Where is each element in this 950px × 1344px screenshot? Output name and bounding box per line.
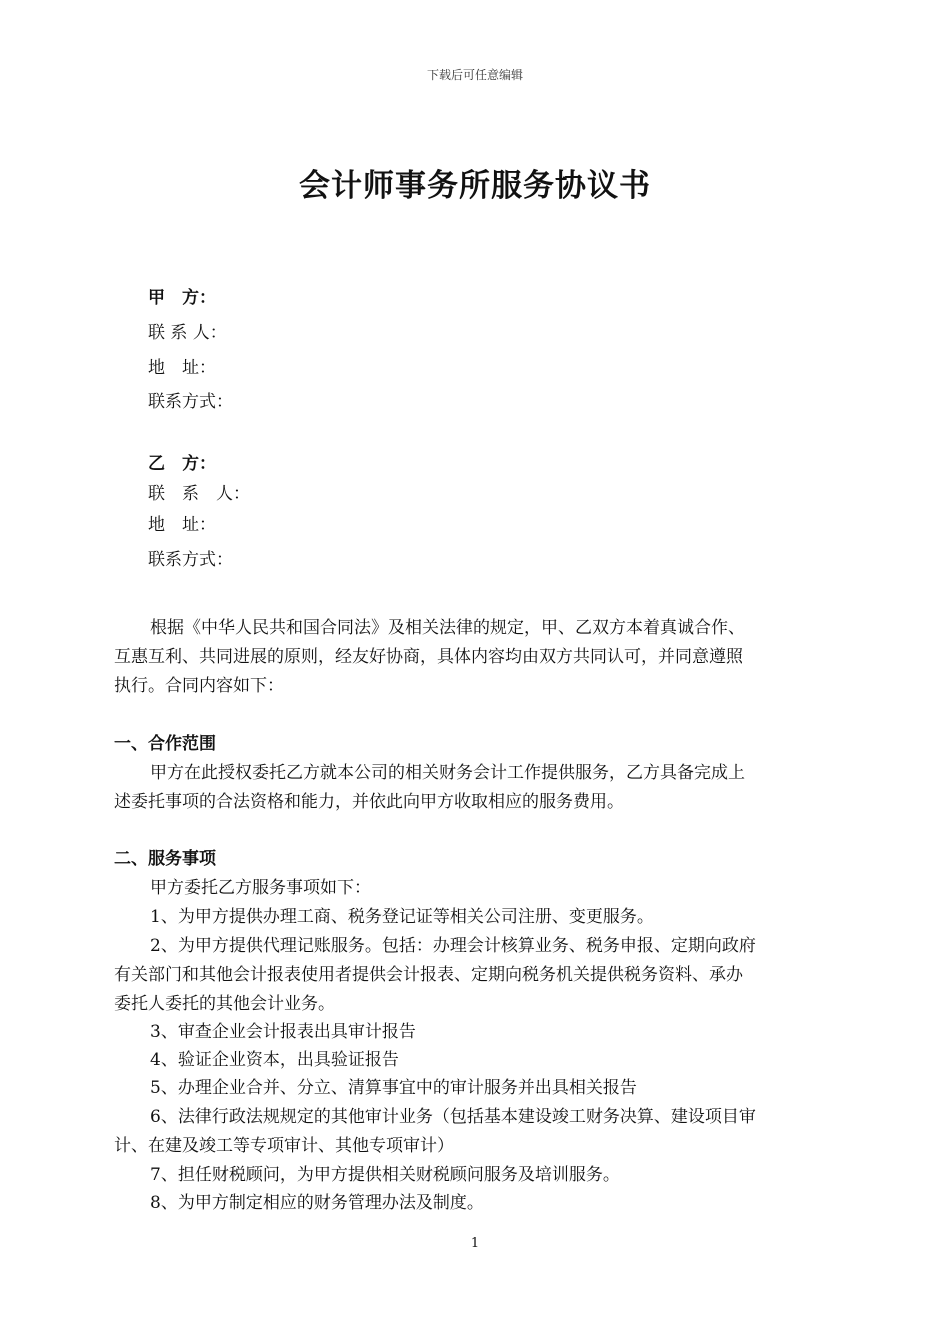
party-b-address: 地 址： (148, 515, 216, 535)
party-b-phone: 联系方式： (148, 550, 233, 570)
section-2-line: 2、为甲方提供代理记账服务。包括：办理会计核算业务、税务申报、定期向政府 (150, 936, 756, 956)
section-2-line: 计、在建及竣工等专项审计、其他专项审计） (114, 1136, 454, 1156)
page-number: 1 (470, 1236, 480, 1251)
party-a-heading: 甲 方： (148, 288, 216, 308)
party-b-contact: 联 系 人： (148, 484, 250, 504)
section-2-line: 6、法律行政法规规定的其他审计业务（包括基本建设竣工财务决算、建设项目审 (150, 1107, 756, 1127)
intro-line: 互惠互利、共同进展的原则，经友好协商，具体内容均由双方共同认可，并同意遵照 (114, 647, 743, 667)
intro-line: 根据《中华人民共和国合同法》及相关法律的规定，甲、乙双方本着真诚合作、 (150, 618, 745, 638)
section-1-line: 甲方在此授权委托乙方就本公司的相关财务会计工作提供服务，乙方具备完成上 (150, 763, 745, 783)
header-note: 下载后可任意编辑 (426, 68, 523, 82)
section-2-line: 有关部门和其他会计报表使用者提供会计报表、定期向税务机关提供税务资料、承办 (114, 965, 743, 985)
section-2-heading: 二、服务事项 (114, 849, 216, 869)
section-1-line: 述委托事项的合法资格和能力，并依此向甲方收取相应的服务费用。 (114, 792, 624, 812)
document-title: 会计师事务所服务协议书 (299, 168, 651, 204)
section-2-line: 3、审查企业会计报表出具审计报告 (150, 1022, 416, 1042)
section-2-line: 8、为甲方制定相应的财务管理办法及制度。 (150, 1193, 484, 1213)
party-a-address: 地 址： (148, 358, 216, 378)
section-2-line: 7、担任财税顾问，为甲方提供相关财税顾问服务及培训服务。 (150, 1165, 620, 1185)
intro-line: 执行。合同内容如下： (114, 676, 284, 696)
section-2-line: 4、验证企业资本，出具验证报告 (150, 1050, 399, 1070)
section-1-heading: 一、合作范围 (114, 734, 216, 754)
section-2-line: 甲方委托乙方服务事项如下： (150, 878, 371, 898)
section-2-line: 1、为甲方提供办理工商、税务登记证等相关公司注册、变更服务。 (150, 907, 654, 927)
party-a-contact: 联 系 人： (148, 323, 227, 343)
section-2-line: 委托人委托的其他会计业务。 (114, 994, 335, 1014)
party-a-phone: 联系方式： (148, 392, 233, 412)
party-b-heading: 乙 方： (148, 454, 216, 474)
section-2-line: 5、办理企业合并、分立、清算事宜中的审计服务并出具相关报告 (150, 1078, 637, 1098)
